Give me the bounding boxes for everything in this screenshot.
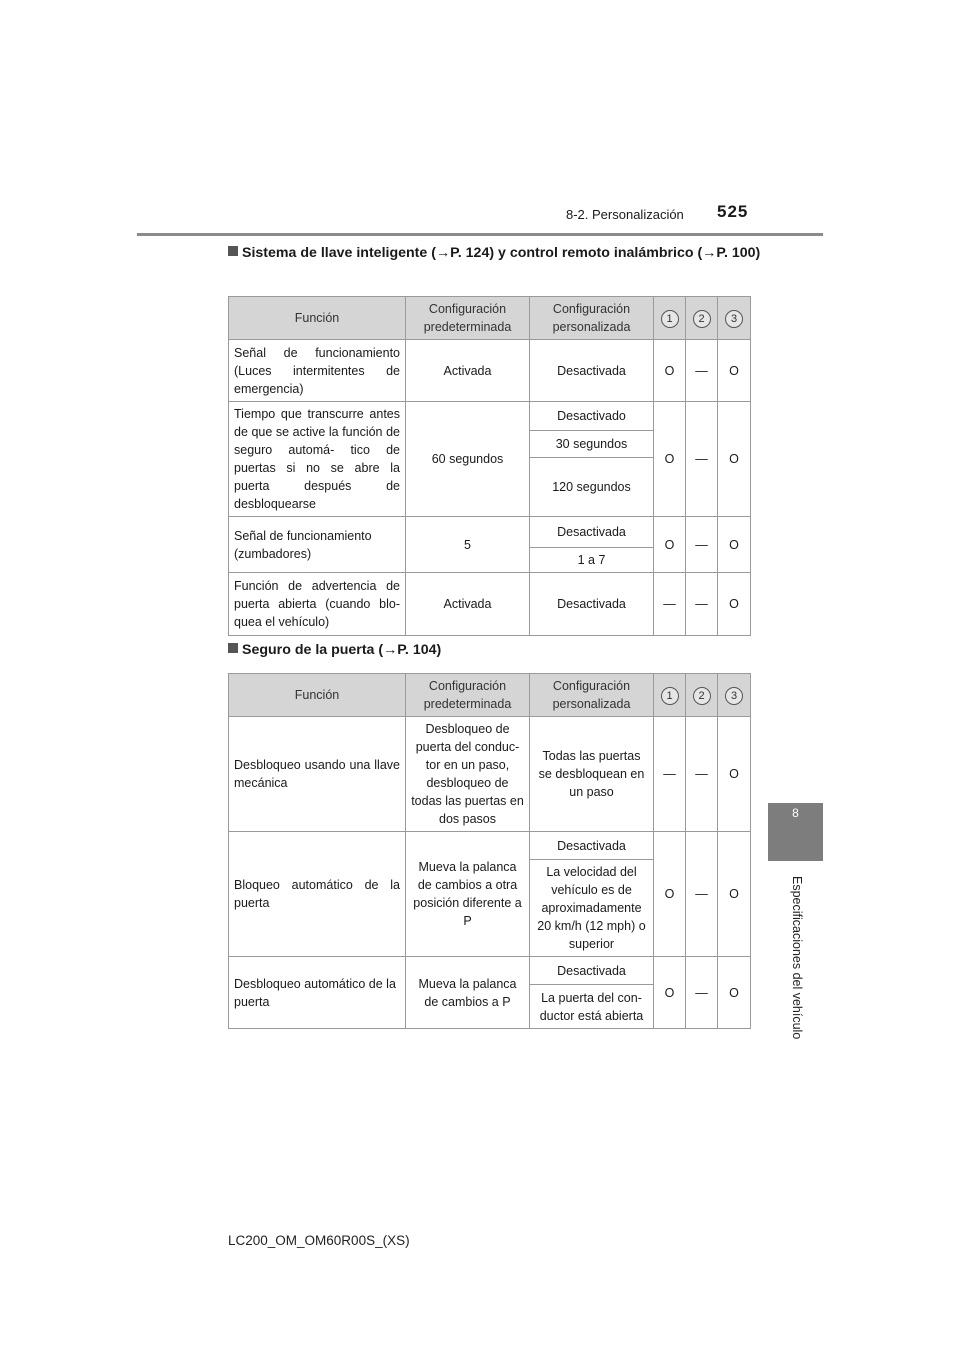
- col-header-1: 1: [654, 297, 686, 340]
- col-header: Función: [229, 674, 406, 717]
- col-header: Configuración personalizada: [530, 297, 654, 340]
- mark-cell: O: [718, 717, 751, 832]
- square-bullet-icon: [228, 246, 238, 256]
- custom-cell: 30 segundos: [530, 430, 654, 458]
- section-heading-door-lock: Seguro de la puerta (→P. 104): [228, 639, 768, 662]
- custom-cell: 1 a 7: [530, 548, 654, 573]
- square-bullet-icon: [228, 643, 238, 653]
- col-header-2: 2: [686, 674, 718, 717]
- mark-cell: O: [718, 402, 751, 517]
- mark-cell: O: [718, 573, 751, 636]
- table-header-row: [229, 674, 751, 717]
- default-cell: Mueva la palanca de cambios a P: [406, 957, 530, 1029]
- function-cell: Tiempo que transcurre antes de que se active la función de seguro automá- tico de puertas si no se abre la puerta después de desbloquearse: [229, 402, 406, 517]
- section-heading-smart-key: Sistema de llave inteligente (→P. 124) y control remoto inalámbrico (→P. 100): [228, 242, 768, 265]
- table-row: [229, 340, 751, 402]
- default-cell: Desbloqueo de puerta del conduc- tor en un paso, desbloqueo de todas las puertas en dos pasos: [406, 717, 530, 832]
- function-cell: Bloqueo automático de la puerta: [229, 832, 406, 957]
- function-cell: Desbloqueo usando una llave mecánica: [229, 717, 406, 832]
- mark-cell: —: [686, 832, 718, 957]
- custom-cell: La velocidad del vehículo es de aproximadamente 20 km/h (12 mph) o superior: [530, 860, 654, 957]
- table-row: [229, 957, 751, 985]
- smart-key-settings-table: [228, 296, 751, 636]
- col-header: Función: [229, 297, 406, 340]
- mark-cell: O: [654, 832, 686, 957]
- door-lock-settings-table: [228, 673, 751, 1029]
- default-cell: Activada: [406, 573, 530, 636]
- mark-cell: O: [718, 957, 751, 1029]
- mark-cell: —: [686, 517, 718, 573]
- mark-cell: —: [654, 573, 686, 636]
- header-divider: [137, 233, 823, 236]
- mark-cell: —: [686, 717, 718, 832]
- default-cell: Mueva la palanca de cambios a otra posición diferente a P: [406, 832, 530, 957]
- mark-cell: —: [686, 573, 718, 636]
- mark-cell: —: [686, 957, 718, 1029]
- table-row: [229, 832, 751, 860]
- custom-cell: Desactivada: [530, 957, 654, 985]
- function-cell: Desbloqueo automático de la puerta: [229, 957, 406, 1029]
- table-row: [229, 573, 751, 636]
- mark-cell: —: [686, 340, 718, 402]
- custom-cell: 120 segundos: [530, 458, 654, 517]
- col-header: Configuración predeterminada: [406, 297, 530, 340]
- function-cell: Función de advertencia de puerta abierta (cuando blo- quea el vehículo): [229, 573, 406, 636]
- mark-cell: O: [718, 517, 751, 573]
- table-row: [229, 517, 751, 548]
- col-header-2: 2: [686, 297, 718, 340]
- mark-cell: O: [654, 340, 686, 402]
- default-cell: Activada: [406, 340, 530, 402]
- col-header-1: 1: [654, 674, 686, 717]
- chapter-title: Especificaciones del vehículo: [790, 876, 804, 1040]
- chapter-number: 8: [792, 806, 799, 820]
- document-code: LC200_OM_OM60R00S_(XS): [228, 1233, 410, 1248]
- function-cell: Señal de funcionamiento (Luces intermitentes de emergencia): [229, 340, 406, 402]
- col-header-3: 3: [718, 297, 751, 340]
- col-header-3: 3: [718, 674, 751, 717]
- table-row: [229, 717, 751, 832]
- mark-cell: —: [686, 402, 718, 517]
- section-label: 8-2. Personalización: [566, 207, 684, 222]
- mark-cell: —: [654, 717, 686, 832]
- table-row: [229, 402, 751, 431]
- col-header: Configuración predeterminada: [406, 674, 530, 717]
- chapter-tab[interactable]: [768, 803, 823, 861]
- custom-cell: Desactivado: [530, 402, 654, 431]
- mark-cell: O: [654, 957, 686, 1029]
- table-header-row: [229, 297, 751, 340]
- default-cell: 5: [406, 517, 530, 573]
- custom-cell: Desactivada: [530, 832, 654, 860]
- default-cell: 60 segundos: [406, 402, 530, 517]
- page-number: 525: [717, 202, 749, 221]
- mark-cell: O: [718, 340, 751, 402]
- custom-cell: La puerta del con- ductor está abierta: [530, 985, 654, 1029]
- custom-cell: Desactivada: [530, 340, 654, 402]
- mark-cell: O: [718, 832, 751, 957]
- function-cell: Señal de funcionamiento (zumbadores): [229, 517, 406, 573]
- mark-cell: O: [654, 402, 686, 517]
- col-header: Configuración personalizada: [530, 674, 654, 717]
- custom-cell: Todas las puertas se desbloquean en un paso: [530, 717, 654, 832]
- custom-cell: Desactivada: [530, 517, 654, 548]
- mark-cell: O: [654, 517, 686, 573]
- custom-cell: Desactivada: [530, 573, 654, 636]
